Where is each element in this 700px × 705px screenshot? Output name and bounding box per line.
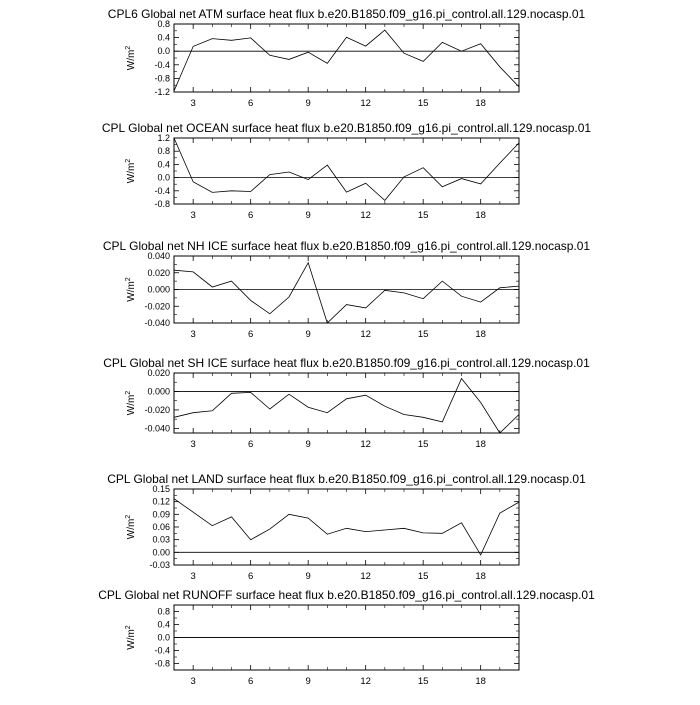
- y-tick-label: 0.0: [157, 172, 170, 183]
- chart-panel-3: [103, 239, 591, 340]
- x-tick-label: 15: [417, 676, 429, 687]
- x-tick-label: 9: [305, 210, 311, 221]
- series-line: [174, 499, 519, 555]
- x-tick-label: 9: [305, 329, 311, 340]
- x-tick-label: 12: [360, 329, 371, 340]
- y-tick-label: 0.00: [152, 547, 170, 558]
- y-tick-label: 0.4: [157, 619, 170, 630]
- x-tick-label: 3: [190, 210, 196, 221]
- y-axis-label-superscript: 2: [125, 514, 132, 519]
- x-tick-label: 12: [360, 571, 371, 582]
- plot-frame: [174, 24, 519, 92]
- x-tick-label: 18: [475, 329, 486, 340]
- y-tick-label: 0.06: [152, 522, 170, 532]
- x-tick-label: 3: [190, 439, 196, 450]
- chart-title: CPL Global net OCEAN surface heat flux b.e20.B1850.f09_g16.pi_control.all.129.nocasp.01: [101, 121, 592, 135]
- x-tick-label: 3: [190, 571, 196, 582]
- y-axis-label: [125, 391, 137, 416]
- y-tick-label: -0.8: [154, 199, 170, 209]
- y-tick-label: 0.000: [147, 386, 170, 397]
- chart-title: CPL Global net LAND surface heat flux b.e20.B1850.f09_g16.pi_control.all.129.nocasp.01: [107, 472, 586, 486]
- x-tick-label: 18: [475, 98, 486, 109]
- y-axis-label-superscript: 2: [125, 45, 132, 50]
- series-line: [174, 138, 519, 200]
- y-tick-label: -0.020: [144, 404, 170, 415]
- x-tick-label: 6: [248, 571, 254, 582]
- y-axis-label-superscript: 2: [125, 158, 132, 163]
- y-tick-label: -0.03: [149, 560, 170, 570]
- y-tick-label: -0.8: [154, 73, 170, 84]
- x-tick-label: 3: [190, 98, 196, 109]
- y-tick-label: 0.12: [152, 496, 170, 507]
- chart-title: CPL Global net RUNOFF surface heat flux b.e20.B1850.f09_g16.pi_control.all.129.nocasp.01: [98, 588, 595, 602]
- plot-frame: [174, 489, 519, 565]
- y-tick-label: 0.15: [152, 484, 170, 494]
- y-tick-label: 1.2: [157, 133, 170, 143]
- y-tick-label: 0.020: [147, 267, 170, 278]
- x-tick-label: 6: [248, 98, 254, 109]
- y-tick-label: 0.8: [157, 146, 170, 157]
- x-tick-label: 6: [248, 676, 254, 687]
- y-axis-label: [125, 515, 137, 540]
- x-tick-label: 18: [475, 439, 486, 450]
- series-line: [174, 379, 519, 434]
- series-line: [174, 30, 519, 91]
- x-tick-label: 12: [360, 98, 371, 109]
- plot-frame: [174, 373, 519, 433]
- x-tick-label: 15: [417, 329, 429, 340]
- chart-title: CPL Global net NH ICE surface heat flux b.e20.B1850.f09_g16.pi_control.all.129.nocasp.01: [102, 239, 591, 253]
- y-axis-label: [125, 159, 137, 184]
- y-tick-label: 0.040: [147, 251, 170, 261]
- y-tick-label: 0.4: [157, 159, 170, 170]
- y-axis-label: [125, 625, 137, 650]
- y-tick-label: -0.020: [144, 301, 170, 312]
- x-tick-label: 12: [360, 676, 371, 687]
- y-tick-label: 0.09: [152, 509, 170, 520]
- y-axis-label-superscript: 2: [125, 277, 132, 282]
- x-tick-label: 3: [190, 676, 196, 687]
- x-tick-label: 6: [248, 439, 254, 450]
- y-tick-label: 0.03: [152, 534, 170, 545]
- y-tick-label: 0.0: [157, 632, 170, 643]
- series-line: [174, 263, 519, 323]
- y-tick-label: -0.4: [154, 59, 170, 70]
- chart-title: CPL Global net SH ICE surface heat flux b.e20.B1850.f09_g16.pi_control.all.129.nocasp.01: [103, 356, 590, 370]
- x-tick-label: 15: [417, 571, 429, 582]
- x-tick-label: 15: [417, 210, 429, 221]
- y-tick-label: -0.8: [154, 658, 170, 669]
- y-axis-label-unit: W/m: [126, 162, 137, 184]
- y-axis-label-unit: W/m: [126, 629, 137, 650]
- y-tick-label: -1.2: [154, 87, 170, 97]
- y-axis-label-superscript: 2: [125, 625, 132, 630]
- x-tick-label: 9: [305, 571, 311, 582]
- chart-panel-1: [108, 7, 586, 109]
- y-tick-label: -0.040: [144, 318, 170, 328]
- y-tick-label: 0.4: [157, 32, 170, 43]
- x-tick-label: 18: [475, 571, 486, 582]
- x-tick-label: 6: [248, 329, 254, 340]
- chart-panel-4: [103, 356, 590, 450]
- x-tick-label: 18: [475, 676, 486, 687]
- x-tick-label: 15: [417, 98, 429, 109]
- x-tick-label: 9: [305, 676, 311, 687]
- y-tick-label: 0.8: [157, 606, 170, 617]
- y-axis-label-unit: W/m: [126, 518, 137, 540]
- y-tick-label: 0.000: [147, 284, 170, 295]
- x-tick-label: 15: [417, 439, 429, 450]
- y-axis-label-unit: W/m: [126, 49, 137, 71]
- x-tick-label: 9: [305, 439, 311, 450]
- y-axis-label-unit: W/m: [126, 281, 137, 302]
- y-axis-label-unit: W/m: [126, 394, 137, 416]
- chart-panel-5: [107, 472, 586, 582]
- x-tick-label: 12: [360, 439, 371, 450]
- y-tick-label: 0.020: [147, 368, 170, 378]
- y-tick-label: 0.8: [157, 19, 170, 29]
- y-tick-label: -0.040: [144, 423, 170, 434]
- x-tick-label: 9: [305, 98, 311, 109]
- plot-frame: [174, 138, 519, 204]
- chart-panel-2: [102, 121, 592, 221]
- x-tick-label: 3: [190, 329, 196, 340]
- y-axis-label-superscript: 2: [125, 390, 132, 395]
- x-tick-label: 12: [360, 210, 371, 221]
- y-tick-label: 0.0: [157, 46, 170, 57]
- x-tick-label: 18: [475, 210, 486, 221]
- x-tick-label: 6: [248, 210, 254, 221]
- chart-panel-6: [98, 588, 595, 687]
- y-tick-label: -0.4: [154, 185, 170, 196]
- chart-title: CPL6 Global net ATM surface heat flux b.e20.B1850.f09_g16.pi_control.all.129.nocasp.01: [107, 7, 586, 21]
- y-axis-label: [125, 46, 137, 71]
- y-axis-label: [125, 277, 137, 302]
- y-tick-label: -0.4: [154, 645, 170, 656]
